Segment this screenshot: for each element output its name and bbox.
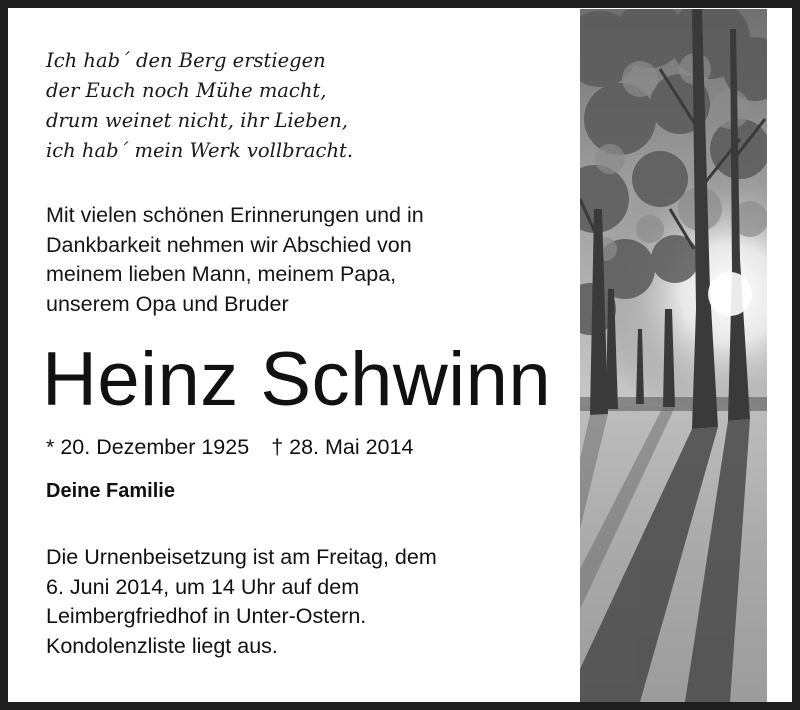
deceased-name: Heinz Schwinn [42,337,552,422]
life-dates [46,432,576,462]
funeral-info [46,543,576,661]
birth-date: * 20. Dezember 1925 [46,435,250,459]
farewell-line: Mit vielen schönen Erinnerungen und in [46,203,424,227]
farewell-line: Dankbarkeit nehmen wir Abschied von [46,232,412,257]
death-date: † 28. Mai 2014 [271,435,414,459]
funeral-line: Kondolenzliste liegt aus. [46,633,278,658]
tree-photo-illustration [580,9,767,702]
poem-line: ich hab´ mein Werk vollbracht. [46,139,354,162]
poem [46,46,581,166]
farewell-text [46,201,576,319]
signature: Deine Familie [46,480,175,502]
farewell-line: unserem Opa und Bruder [46,291,289,316]
funeral-line: Die Urnenbeisetzung ist am Freitag, dem [46,545,437,569]
poem-line: Ich hab´ den Berg erstiegen [46,49,326,72]
farewell-line: meinem lieben Mann, meinem Papa, [46,262,397,286]
poem-line: drum weinet nicht, ihr Lieben, [46,109,348,132]
poem-block [46,46,581,166]
tree-photo [580,9,767,702]
funeral-line: Leimbergfriedhof in Unter-Ostern. [46,604,367,628]
poem-line: der Euch noch Mühe macht, [46,79,327,102]
funeral-line: 6. Juni 2014, um 14 Uhr auf dem [46,574,360,599]
